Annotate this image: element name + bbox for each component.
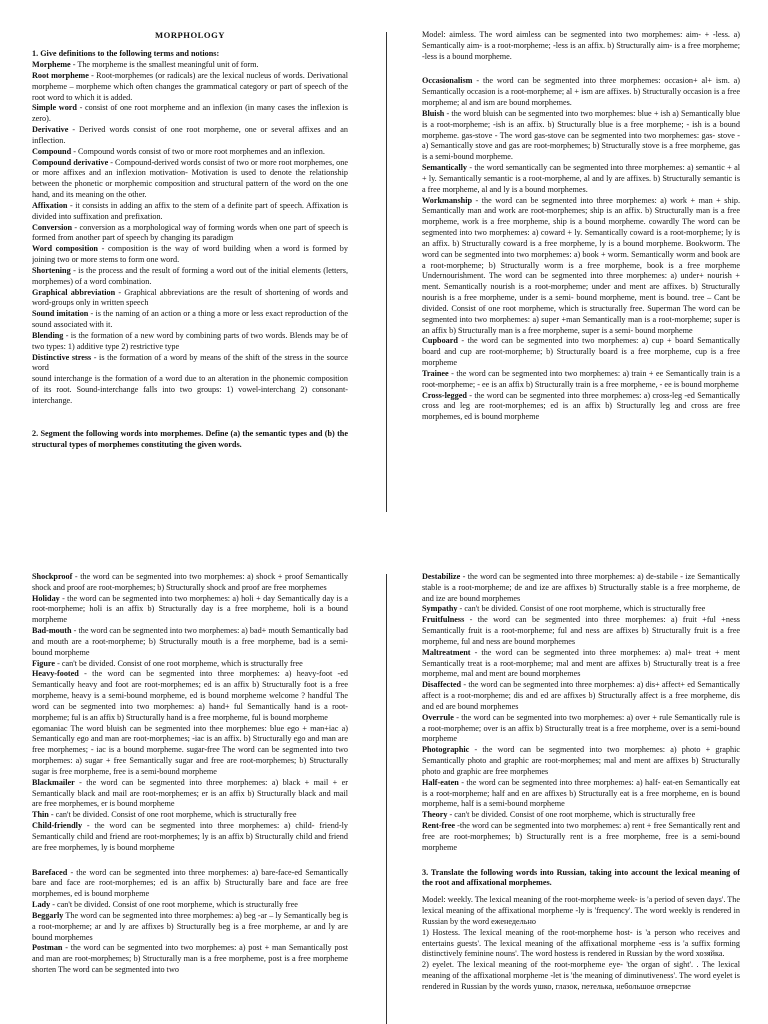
definitions-list [32,60,348,374]
entry-text: - the word can be segmented into two morphemes: a) cup + board Semantically board and cup are root-morpheme; b) Structurally board is a free morpheme, cup is a free morpheme [422,336,740,368]
entry [32,868,348,900]
entry-term: Occasionalism [422,76,473,86]
column-divider [386,574,387,1024]
question-1-heading: 1. Give definitions to the following terms and notions: [32,49,220,59]
model-aimless: Model: aimless. The word aimless can be segmented into two morphemes: aim- + -less. a) Semantically aim- is a root-morpheme; -less is an affix. b) Structurally aim- is a free morpheme; -less is a bound morpheme. [422,30,740,61]
entry [422,648,740,680]
entry [422,745,740,777]
entry-term: Word composition [32,244,98,254]
entry-text: - can't be divided. Consist of one root morpheme, which is structurally free [50,900,298,910]
entry-term: Graphical abbreviation [32,287,116,297]
entry-text: - the word can be segmented into three morphemes: a) work + man + ship. Semantically man and work are root-morphemes; ship is an affix. b) Structurally man is a free morpheme, work is a free morpheme, ship is a bound morpheme. cowardly The word can be segmented into two morphemes: a) coward + ly. Semantically coward is a root-morpheme; ly is an affix. b) Structurally coward is a free morpheme, ly is a bound morpheme. Bookworm. The word can be segmented into two morphemes: a) book + worm. Semantically worm and book are a root-morpheme; b) Structurally worm is a free morpheme, book is a free morpheme Undernourishment. The word can be segmented into three morphemes: a) under+ nourish + ment. Semantically nourish is a root-morpheme; under and ment are affixes. b) Structurally nourish is a free morpheme, under is a semi- bound morpheme, ment is bound. tree – Cant be divided. Consist of one root morpheme, which is structurally free. Superman The word can be segmented into two morphemes: a) super +man Semantically man is a root-morpheme; super is an affix b) Structurally man is a free morpheme, super is a semi- bound morpheme [422,195,740,335]
entry [32,669,348,723]
entry-text: - the word can be segmented into two morphemes: a) holi + day Semantically day is a root-morpheme; holi is an affix b) Structurally day is a free morpheme, holi is a bound morpheme [32,593,348,625]
sound-interchange-definition: sound interchange is the formation of a word due to an alteration in the phonemic composition of its root. Sound-interchange falls into two groups: 1) vowel-interchang 2) consonant-interchange. [32,374,348,405]
entry-term: Simple word [32,103,77,113]
entry-term: Morpheme [32,60,71,70]
entry-text: - the word can be segmented into two morphemes: a) photo + graphic Semantically photo and graphic are root-morphemes; mal and ment are affixes b) Structurally photo and graphic are free morphemes [422,745,740,776]
entry-text: - consist of one root morpheme and an inflexion (in many cases the inflexion is zero). [32,103,348,124]
entry [32,353,348,375]
entry-text: - Compound words consist of two or more root morphemes and an inflexion. [71,146,325,156]
entry-term: Half-eaten [422,777,459,787]
entry-text: - the word can be segmented into three morphemes: a) half- eat-en Semantically eat is a root-morpheme; half and en are affixes b) Structurally eat is a free morpheme, en is bound morpheme, half is a semi-bound morpheme [422,777,740,809]
entry-term: Root morpheme [32,71,89,80]
entry-text: - the word can be segmented into three morphemes: a) heavy-foot -ed Semantically heavy and foot are root-morphemes; ed is an affix b) Structurally foot is a free morpheme, heavy is a semi-bound morpheme, ed is bound morpheme welcome ? handful The word can be segmented into two morphemes: a) hand+ ful Semantically hand is a root-morpheme; ful is an affix b) Structurally hand is a free morpheme, ful is bound morpheme [32,669,348,722]
entry [32,943,348,975]
entry [32,71,348,103]
segmentation-list [422,76,740,423]
entry-text: - the word can be segmented into two morphemes: a) shock + proof Semantically shock and proof are root-morphemes; b) Structurally shock and proof are free morphemes [32,572,348,592]
entry-term: Shortening [32,265,71,275]
entry-text: - is the formation of a word by means of the shift of the stress in the source word [32,352,348,373]
page-top-left [32,30,348,470]
entry-term: Workmanship [422,195,473,205]
entry-term: Barefaced [32,867,68,877]
column-divider [386,32,387,512]
entry [32,266,348,288]
entry [422,572,740,604]
entry [32,158,348,201]
entry [422,391,740,423]
entry-term: Shockproof [32,572,73,581]
entry-text: - conversion as a morphological way of forming words when one part of speech is formed from another part of speech by changing its paradigm [32,222,348,243]
entry-term: Photographic [422,745,470,755]
entry [422,810,740,821]
eyelet-entry: 2) eyelet. The lexical meaning of the root-morpheme eye- 'the organ of sight'. . The lexical meaning of the affixational morpheme -let is 'the meaning of diminutiveness'. The word eyelet is rendered in Russian by the words ушко, глазок, петелька, небольшое отверстие [422,960,740,991]
entry-term: Holiday [32,593,60,603]
entry-term: Semantically [422,163,468,173]
entry-term: Beggarly [32,910,64,920]
hostess-entry: 1) Hostess. The lexical meaning of the root-morpheme host- is 'a person who receives and entertains guests'. The lexical meaning of the affixational morpheme -ess is 'a suffix forming distinctively feminine nouns'. The word hostess is rendered in Russian by the word хозяйка. [422,927,740,959]
entry [422,821,740,853]
entry [32,778,348,810]
entry-term: Compound [32,146,72,156]
entry [32,911,348,943]
entry-term: Bluish [422,108,445,118]
entry [422,76,740,108]
entry-term: Sound imitation [32,309,89,319]
entry-text: - Derived words consist of one root morpheme, one or several affixes and an inflection. [32,125,348,145]
entry-text: - the word can be segmented into three morphemes: a) mal+ treat + ment Semantically treat is a root-morpheme; mal and ment are affixes b) Structurally treat is a free morpheme, mal and ment are bound morphemes [422,647,740,679]
entry-term: Destabilize [422,572,461,581]
entry-term: Heavy-footed [32,669,79,679]
page-top-right [422,30,740,490]
entry-term: Thin [32,810,49,820]
entry [32,810,348,821]
entry-term: Compound derivative [32,157,109,167]
entry-text: - is the naming of an action or a thing a more or less exact reproduction of the sound associated with it. [32,309,348,330]
entry [32,331,348,353]
entry-term: Overrule [422,712,454,722]
entry-term: Disaffected [422,680,462,690]
entry-term: Maltreatment [422,647,471,657]
entry [32,60,348,71]
entry-text: - Compound-derived words consist of two or more root morphemes, one or more affixes and an inflexion motivation- Motivation is used to denote the relationship between the phonetic or morphemic composition and structural pattern of the word on the one hand, and its meaning on the other. [32,157,348,200]
entry [32,594,348,626]
entry [32,572,348,594]
segmentation-list [32,572,348,976]
entry [32,201,348,223]
entry [422,680,740,712]
entry-term: Fruitfulness [422,615,465,625]
entry [422,109,740,163]
entry-term: Rent-free [422,821,456,831]
entry [422,369,740,391]
entry-term: Lady [32,900,51,910]
entry-text: - the word can be segmented into three morphemes: a) cross-leg -ed Semantically cross and leg are root-morphemes; ed is an affix b) Structurally leg and cross are free morphemes, ed is bound morpheme [422,390,740,422]
entry-text: - can't be divided. Consist of one root morpheme, which is structurally free [48,810,297,820]
entry-text: - Graphical abbreviations are the result of shortening of words and word-groups only in written speech [32,287,348,308]
entry-term: Bad-mouth [32,626,72,636]
entry [32,147,348,158]
entry-text: - can't be divided. Consist of one root morpheme, which is structurally free [55,658,303,668]
question-2-heading: 2. Segment the following words into morphemes. Define (a) the semantic types and (b) the structural types of morphemes constituting the given words. [32,428,348,449]
entry-text: - the word can be segmented into three morphemes: a) bare-face-ed Semantically bare and face are root-morphemes; ed is an affix b) Structurally bare and face are free morphemes, ed is bound morpheme [32,867,348,899]
entry-text: - the word can be segmented into two morphemes: a) over + rule Semantically rule is a root-morpheme; over is an affix b) Structurally treat is a free morpheme, over is a semi-bound morpheme [422,712,740,744]
entry-text: - is the formation of a new word by combining parts of two words. Blends may be of two types: 1) additive type 2) restrictive type [32,330,348,351]
entry [32,626,348,658]
page-bottom-right [422,572,740,1024]
entry [32,821,348,853]
entry [32,288,348,310]
entry-term: Sympathy [422,604,458,614]
entry-text: - can't be divided. Consist of one root morpheme, which is structurally free [457,604,706,614]
entry-term: Blackmailer [32,777,75,787]
entry-term: Cross-legged [422,390,467,400]
entry [32,103,348,125]
entry [32,724,348,778]
entry [422,604,740,615]
entry-text: The word can be segmented into three morphemes: a) beg -ar – ly Semantically beg is a root-morpheme; ar and ly are affixes b) Structurally beg is a free morpheme, ar and ly are bound morphemes [32,910,348,942]
segmentation-list [422,572,740,854]
entry [422,163,740,195]
question-3-heading: 3. Translate the following words into Russian, taking into account the lexical meaning of the root and affixational morphemes. [422,867,740,888]
entry-term: Trainee [422,368,449,378]
entry-term: Cupboard [422,336,458,346]
entry-text: - the word semantically can be segmented into three morphemes: a) semantic + al + ly. Semantically semantic is a root-morpheme, al and ly are affixes. b) Structurally semantic is a free morpheme, al and ly is a bound morphemes. [422,163,740,194]
entry [32,309,348,331]
entry-text: - the word bluish can be segmented into two morphemes: blue + ish a) Semantically blue is a root-morpheme; -ish is an affix. b) Structurally blue is a free morpheme; - ish is a bound morpheme. gas-stove - The word gas-stove can be segmented into two morphemes: gas- stove - a) Semantically stove and gas are root-morphemes; b) Structurally stove is a free morpheme, gas is a semi-bound morpheme. [422,108,740,162]
entry-text: - it consists in adding an affix to the stem of a definite part of speech. Affixation is divided into suffixation and prefixation. [32,200,348,221]
entry-text: - the word can be segmented into three morphemes: a) black + mail + er Semantically black and mail are root-morphemes; er is an affix b) Structurally black and mail are free morphemes, er is bound morpheme [32,777,348,809]
page-bottom-left [32,572,348,1024]
entry-term: Derivative [32,125,69,135]
entry [32,125,348,147]
entry-text: egomaniac The word bluish can be segmented into thee morphemes: blue ego + man+iac a) Semantically ego and man are root-morphemes; -iac is an affix. b) Structurally ego and man are free morphemes; - iac is a bound morpheme. sugar-free The word can be segmented into two morphemes: a) sugar + free Semantically sugar and free are root-morphemes; b) Structurally sugar is free morpheme, free is a semi-bound morpheme [32,723,348,776]
entry-term: Figure [32,658,56,668]
entry-text: - the word can be segmented into three morphemes: a) fruit +ful +ness Semantically fruit is a root-morpheme; ful and ness are affixes b) Structurally fruit is a free morpheme, ful and ness are bound morphemes [422,615,740,646]
entry-text: - the word can be segmented into three morphemes: a) child- friend-ly Semantically child and friend are root-morphemes; ly is an affix b) Structurally child and friend are free morphemes, ly is bound morpheme [32,821,348,852]
entry-text: - the word can be segmented into two morphemes: a) post + man Semantically post and man are root-morphemes; b) Structurally man is a free morpheme, post is a free morpheme shorten The word can be segmented into two [32,943,348,974]
entry [32,223,348,245]
entry-term: Child-friendly [32,821,83,831]
entry [32,659,348,670]
entry-text: -the word can be segmented into two morphemes: a) rent + free Semantically rent and free are root-morphemes; b) Structurally rent is a free morpheme, free is a semi-bound morpheme [422,821,740,852]
entry-text: - composition is the way of word building when a word is formed by joining two or more stems to form one word. [32,244,348,265]
entry-term: Theory [422,810,448,820]
entry-text: - the word can be segmented into two morphemes: a) train + ee Semantically train is a root-morpheme; - ee is an affix b) Structurally train is a free morpheme, - ee is bound morpheme [422,368,740,389]
entry-text: - can't be divided. Consist of one root morpheme, which is structurally free [447,810,696,820]
entry-text: - Root-morphemes (or radicals) are the lexical nucleus of words. Derivational morpheme – morpheme which often changes the grammatical category or part of speech of the root word to which it is added. [32,71,348,102]
entry-term: Blending [32,330,64,340]
entry-term: Postman [32,943,63,953]
entry [422,196,740,337]
model-weekly: Model: weekly. The lexical meaning of the root-morpheme week- is 'a period of seven days'. The lexical meaning of the affixational morpheme -ly is 'frequency'. The word weekly is rendered in Russian by the word еженедельно [422,895,740,926]
entry-text: - the word can be segmented into three morphemes: a) de-stabile - ize Semantically stable is a root-morpheme; de and ize are affixes b) Structurally stable is a free morpheme, de and ize are bound morphemes [422,572,740,603]
entry [422,615,740,647]
entry-text: - the word can be segmented into two morphemes: a) bad+ mouth Semantically bad and mouth are a root-morpheme; b) Structurally mouth is a free morpheme, bad is a semi- bound morpheme [32,626,348,657]
entry [422,713,740,745]
document-title: MORPHOLOGY [155,30,225,40]
entry-text: - the word can be segmented into three morphemes: a) dis+ affect+ ed Semantically affect is a root-morpheme; dis and ed are affixes b) Structurally affect is a free morpheme, dis and ed are bound morphemes [422,680,740,711]
entry-text: - The morpheme is the smallest meaningful unit of form. [70,60,259,70]
entry-term: Distinctive stress [32,352,92,362]
entry-text: - the word can be segmented into three morphemes: occasion+ al+ ism. a) Semantically occasion is a root-morpheme; al + ism are affixes. b) Structurally occasion is a free morpheme; al and ism are bound morphemes. [422,76,740,108]
entry [422,778,740,810]
entry [32,244,348,266]
entry-text: - is the process and the result of forming a word out of the initial elements (letters, morphemes) of a word combination. [32,265,348,286]
entry [422,336,740,368]
entry [32,900,348,911]
entry-term: Conversion [32,222,73,232]
entry-term: Affixation [32,200,68,210]
